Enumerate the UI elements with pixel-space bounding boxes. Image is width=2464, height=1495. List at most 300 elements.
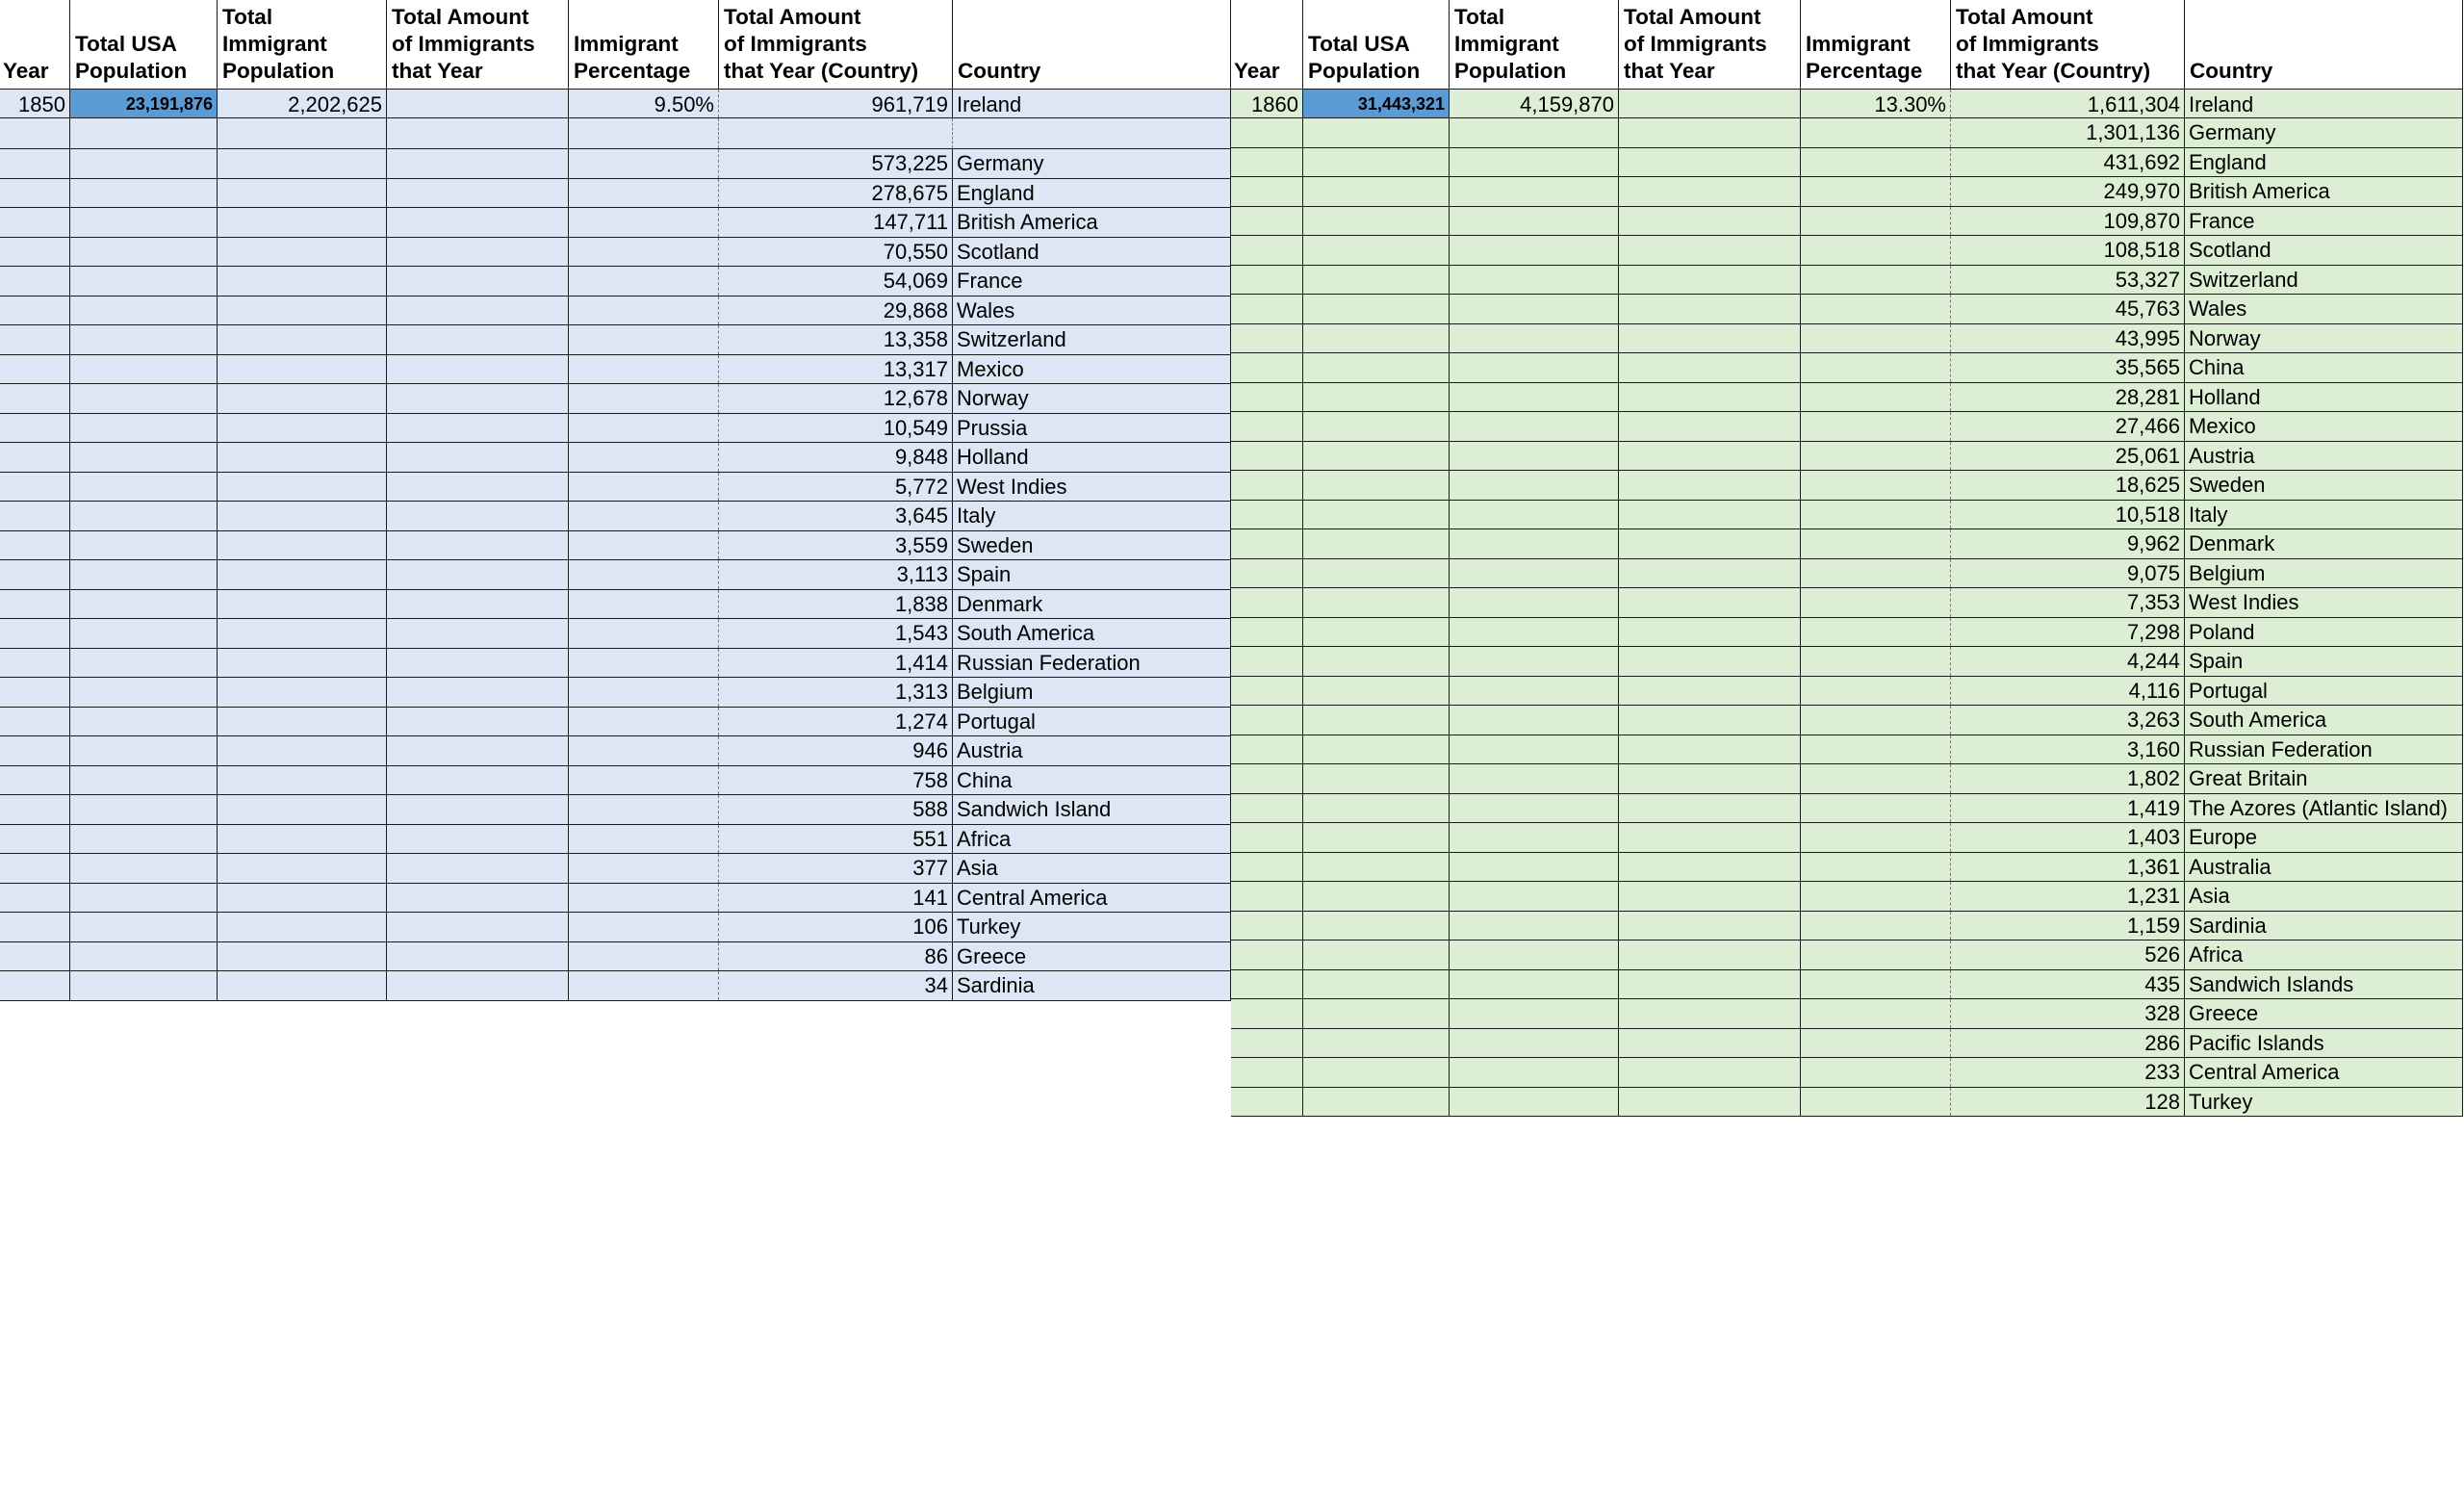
sheet-cell[interactable] [1801,970,1951,999]
sheet-cell[interactable] [1231,207,1303,236]
sheet-cell[interactable] [1231,677,1303,706]
sheet-cell[interactable] [387,325,569,354]
sheet-cell[interactable] [569,443,719,472]
sheet-cell[interactable] [387,208,569,237]
sheet-cell[interactable]: The Azores (Atlantic Island) [2185,794,2463,823]
sheet-cell[interactable] [0,384,70,413]
sheet-cell[interactable] [1231,706,1303,735]
sheet-cell[interactable] [569,355,719,384]
sheet-cell[interactable]: 108,518 [1951,236,2185,265]
sheet-cell[interactable] [387,854,569,883]
sheet-cell[interactable]: 1,231 [1951,882,2185,911]
column-header[interactable]: Total Amount of Immigrants that Year (Country) [1951,0,2185,89]
sheet-cell[interactable] [1619,823,1801,852]
sheet-cell[interactable]: 278,675 [719,179,953,208]
sheet-cell[interactable] [218,149,387,178]
sheet-cell[interactable] [1231,853,1303,882]
sheet-cell[interactable] [1303,383,1450,412]
sheet-cell[interactable]: Central America [2185,1058,2463,1087]
sheet-cell[interactable]: 588 [719,795,953,824]
sheet-cell[interactable]: 946 [719,736,953,765]
sheet-cell[interactable]: 106 [719,913,953,941]
sheet-cell[interactable]: Spain [2185,647,2463,676]
sheet-cell[interactable] [1801,677,1951,706]
sheet-cell[interactable]: 10,549 [719,414,953,443]
sheet-cell[interactable] [218,325,387,354]
sheet-cell[interactable] [1450,853,1619,882]
sheet-cell[interactable] [1303,618,1450,647]
sheet-cell[interactable] [1450,970,1619,999]
sheet-cell[interactable] [569,942,719,971]
column-header[interactable]: Total USA Population [70,0,218,89]
sheet-cell[interactable]: Central America [953,884,1231,913]
sheet-cell[interactable] [569,736,719,765]
sheet-cell[interactable] [1303,677,1450,706]
sheet-cell[interactable]: Prussia [953,414,1231,443]
sheet-cell[interactable] [1619,471,1801,500]
sheet-cell[interactable]: 5,772 [719,473,953,502]
column-header[interactable]: Total Amount of Immigrants that Year [1619,0,1801,89]
sheet-cell[interactable] [0,971,70,1000]
sheet-cell[interactable] [1619,412,1801,441]
sheet-cell[interactable] [1619,677,1801,706]
sheet-cell[interactable]: 54,069 [719,267,953,296]
column-header[interactable]: Total Amount of Immigrants that Year [387,0,569,89]
sheet-cell[interactable]: 526 [1951,941,2185,969]
sheet-cell[interactable] [387,531,569,560]
sheet-cell[interactable] [1231,501,1303,529]
sheet-cell[interactable] [569,296,719,325]
sheet-cell[interactable] [1231,941,1303,969]
sheet-cell[interactable] [1450,764,1619,793]
sheet-cell[interactable] [569,414,719,443]
selected-cell[interactable]: 31,443,321 [1303,90,1450,117]
sheet-cell[interactable] [1303,177,1450,206]
sheet-cell[interactable] [387,971,569,1000]
sheet-cell[interactable] [719,118,953,148]
sheet-cell[interactable]: 43,995 [1951,324,2185,353]
sheet-cell[interactable]: Belgium [953,678,1231,707]
sheet-cell[interactable] [0,179,70,208]
sheet-cell[interactable] [1619,148,1801,177]
sheet-cell[interactable]: Belgium [2185,559,2463,588]
sheet-cell[interactable] [0,267,70,296]
sheet-cell[interactable]: British America [953,208,1231,237]
sheet-cell[interactable] [218,619,387,648]
sheet-cell[interactable] [1450,999,1619,1028]
column-header[interactable]: Year [0,0,70,89]
sheet-cell[interactable] [218,238,387,267]
sheet-cell[interactable] [0,414,70,443]
sheet-cell[interactable] [1450,588,1619,617]
sheet-cell[interactable] [1619,353,1801,382]
sheet-cell[interactable] [218,296,387,325]
sheet-cell[interactable] [1231,295,1303,323]
sheet-cell[interactable]: Switzerland [953,325,1231,354]
sheet-cell[interactable]: Portugal [2185,677,2463,706]
sheet-cell[interactable] [1619,764,1801,793]
sheet-cell[interactable]: 1,361 [1951,853,2185,882]
sheet-cell[interactable] [953,118,1231,148]
sheet-cell[interactable]: 4,244 [1951,647,2185,676]
sheet-cell[interactable]: Greece [953,942,1231,971]
sheet-cell[interactable]: Austria [2185,442,2463,471]
sheet-cell[interactable]: Denmark [2185,529,2463,558]
sheet-cell[interactable]: 3,160 [1951,735,2185,764]
sheet-cell[interactable] [218,355,387,384]
sheet-cell[interactable] [218,531,387,560]
sheet-cell[interactable]: England [2185,148,2463,177]
sheet-cell[interactable]: 28,281 [1951,383,2185,412]
sheet-cell[interactable] [218,502,387,530]
sheet-cell[interactable] [1231,647,1303,676]
sheet-cell[interactable] [218,590,387,619]
sheet-cell[interactable]: 1,403 [1951,823,2185,852]
sheet-cell[interactable]: 86 [719,942,953,971]
column-header[interactable]: Year [1231,0,1303,89]
sheet-cell[interactable] [1303,442,1450,471]
sheet-cell[interactable] [70,118,218,148]
sheet-cell[interactable] [1801,236,1951,265]
sheet-cell[interactable] [1450,471,1619,500]
sheet-cell[interactable]: Africa [953,825,1231,854]
sheet-cell[interactable] [387,649,569,678]
sheet-cell[interactable] [569,473,719,502]
sheet-cell[interactable] [1450,118,1619,147]
sheet-cell[interactable] [0,560,70,589]
sheet-cell[interactable]: Italy [953,502,1231,530]
sheet-cell[interactable] [0,678,70,707]
sheet-cell[interactable] [569,502,719,530]
sheet-cell[interactable] [1231,794,1303,823]
sheet-cell[interactable]: 431,692 [1951,148,2185,177]
sheet-cell[interactable] [1619,588,1801,617]
sheet-cell[interactable] [1303,501,1450,529]
sheet-cell[interactable] [1619,706,1801,735]
sheet-cell[interactable] [0,913,70,941]
sheet-cell[interactable]: 45,763 [1951,295,2185,323]
sheet-cell[interactable]: China [953,766,1231,795]
sheet-cell[interactable] [1619,1058,1801,1087]
sheet-cell[interactable] [218,384,387,413]
sheet-cell[interactable] [1801,324,1951,353]
sheet-cell[interactable]: 12,678 [719,384,953,413]
sheet-cell[interactable]: Ireland [2185,90,2463,117]
column-header[interactable]: Country [953,0,1231,89]
sheet-cell[interactable] [569,795,719,824]
sheet-cell[interactable]: 1,159 [1951,912,2185,941]
sheet-cell[interactable] [387,913,569,941]
sheet-cell[interactable] [218,179,387,208]
sheet-cell[interactable] [218,118,387,148]
sheet-cell[interactable] [1801,559,1951,588]
sheet-cell[interactable] [0,942,70,971]
sheet-cell[interactable]: Sardinia [2185,912,2463,941]
sheet-cell[interactable] [387,267,569,296]
sheet-cell[interactable] [1303,412,1450,441]
sheet-cell[interactable] [1619,90,1801,117]
sheet-cell[interactable] [1231,353,1303,382]
sheet-cell[interactable]: Portugal [953,708,1231,736]
column-header[interactable]: Total Amount of Immigrants that Year (Country) [719,0,953,89]
sheet-cell[interactable] [1303,706,1450,735]
sheet-cell[interactable] [0,590,70,619]
sheet-cell[interactable] [1303,1058,1450,1087]
sheet-cell[interactable]: 249,970 [1951,177,2185,206]
sheet-cell[interactable] [1801,882,1951,911]
sheet-cell[interactable] [218,267,387,296]
sheet-cell[interactable] [70,854,218,883]
sheet-cell[interactable] [569,913,719,941]
column-header[interactable]: Total Immigrant Population [1450,0,1619,89]
sheet-cell[interactable]: 1860 [1231,90,1303,117]
sheet-cell[interactable] [1619,383,1801,412]
sheet-cell[interactable] [1450,1058,1619,1087]
sheet-cell[interactable] [387,884,569,913]
sheet-cell[interactable] [1801,529,1951,558]
sheet-cell[interactable] [387,825,569,854]
sheet-cell[interactable]: Pacific Islands [2185,1029,2463,1058]
sheet-cell[interactable] [1450,442,1619,471]
sheet-cell[interactable]: 4,159,870 [1450,90,1619,117]
sheet-cell[interactable] [1801,266,1951,295]
sheet-cell[interactable] [1303,559,1450,588]
sheet-cell[interactable] [1619,236,1801,265]
sheet-cell[interactable]: Wales [953,296,1231,325]
sheet-cell[interactable] [1450,677,1619,706]
sheet-cell[interactable]: Sweden [953,531,1231,560]
sheet-cell[interactable] [1303,207,1450,236]
sheet-cell[interactable] [0,325,70,354]
sheet-cell[interactable] [569,384,719,413]
sheet-cell[interactable] [1801,412,1951,441]
sheet-cell[interactable] [218,854,387,883]
selected-cell[interactable]: 23,191,876 [70,90,218,117]
sheet-cell[interactable] [1231,970,1303,999]
sheet-cell[interactable]: 1,802 [1951,764,2185,793]
sheet-cell[interactable] [387,502,569,530]
sheet-cell[interactable]: 1,301,136 [1951,118,2185,147]
sheet-cell[interactable] [218,795,387,824]
sheet-cell[interactable]: Sandwich Island [953,795,1231,824]
sheet-cell[interactable] [1619,266,1801,295]
sheet-cell[interactable] [70,649,218,678]
sheet-cell[interactable] [1303,236,1450,265]
sheet-cell[interactable] [1231,588,1303,617]
sheet-cell[interactable] [1619,118,1801,147]
sheet-cell[interactable] [70,443,218,472]
sheet-cell[interactable] [218,942,387,971]
sheet-cell[interactable]: British America [2185,177,2463,206]
sheet-cell[interactable]: Holland [953,443,1231,472]
sheet-cell[interactable] [569,560,719,589]
sheet-cell[interactable]: Turkey [2185,1088,2463,1117]
sheet-cell[interactable]: 10,518 [1951,501,2185,529]
sheet-cell[interactable] [1450,529,1619,558]
column-header[interactable]: Total Immigrant Population [218,0,387,89]
sheet-cell[interactable] [1450,412,1619,441]
sheet-cell[interactable]: Scotland [2185,236,2463,265]
sheet-cell[interactable] [1619,882,1801,911]
sheet-cell[interactable] [70,414,218,443]
sheet-cell[interactable] [0,795,70,824]
sheet-cell[interactable] [1619,853,1801,882]
sheet-cell[interactable] [70,179,218,208]
sheet-cell[interactable]: 377 [719,854,953,883]
sheet-cell[interactable] [1303,295,1450,323]
sheet-cell[interactable] [70,502,218,530]
sheet-cell[interactable]: 286 [1951,1029,2185,1058]
sheet-cell[interactable]: Austria [953,736,1231,765]
sheet-cell[interactable] [70,384,218,413]
sheet-cell[interactable] [569,619,719,648]
sheet-cell[interactable]: Germany [953,149,1231,178]
sheet-cell[interactable] [569,267,719,296]
sheet-cell[interactable] [387,942,569,971]
sheet-cell[interactable] [1450,383,1619,412]
sheet-cell[interactable] [1619,177,1801,206]
sheet-cell[interactable] [569,766,719,795]
sheet-cell[interactable] [1619,912,1801,941]
sheet-cell[interactable]: 128 [1951,1088,2185,1117]
sheet-cell[interactable] [569,179,719,208]
sheet-cell[interactable] [1450,706,1619,735]
sheet-cell[interactable]: South America [2185,706,2463,735]
sheet-cell[interactable] [1303,529,1450,558]
sheet-cell[interactable]: 1,414 [719,649,953,678]
sheet-cell[interactable] [218,414,387,443]
sheet-cell[interactable] [569,649,719,678]
sheet-cell[interactable]: 25,061 [1951,442,2185,471]
sheet-cell[interactable] [1303,823,1450,852]
sheet-cell[interactable] [0,118,70,148]
sheet-cell[interactable] [569,884,719,913]
sheet-cell[interactable]: 9,962 [1951,529,2185,558]
sheet-cell[interactable] [1303,941,1450,969]
sheet-cell[interactable] [387,560,569,589]
sheet-cell[interactable]: 9.50% [569,90,719,117]
sheet-cell[interactable] [1303,266,1450,295]
sheet-cell[interactable] [1619,442,1801,471]
sheet-cell[interactable]: France [953,267,1231,296]
sheet-cell[interactable] [569,678,719,707]
sheet-cell[interactable] [0,238,70,267]
sheet-cell[interactable] [1801,735,1951,764]
sheet-cell[interactable]: 141 [719,884,953,913]
sheet-cell[interactable] [1801,764,1951,793]
sheet-cell[interactable] [1801,912,1951,941]
sheet-cell[interactable] [0,531,70,560]
sheet-cell[interactable] [1231,442,1303,471]
sheet-cell[interactable] [218,825,387,854]
sheet-cell[interactable]: 3,645 [719,502,953,530]
sheet-cell[interactable] [1231,764,1303,793]
sheet-cell[interactable] [70,296,218,325]
sheet-cell[interactable] [1619,529,1801,558]
sheet-cell[interactable] [1801,794,1951,823]
sheet-cell[interactable] [387,619,569,648]
sheet-cell[interactable] [0,149,70,178]
sheet-cell[interactable] [0,208,70,237]
sheet-cell[interactable]: 2,202,625 [218,90,387,117]
sheet-cell[interactable]: 34 [719,971,953,1000]
sheet-cell[interactable]: 233 [1951,1058,2185,1087]
sheet-cell[interactable] [70,590,218,619]
sheet-cell[interactable] [218,971,387,1000]
sheet-cell[interactable] [1450,735,1619,764]
sheet-cell[interactable] [1303,1088,1450,1117]
sheet-cell[interactable] [0,854,70,883]
sheet-cell[interactable] [70,325,218,354]
sheet-cell[interactable]: 3,263 [1951,706,2185,735]
sheet-cell[interactable]: 53,327 [1951,266,2185,295]
sheet-cell[interactable] [387,443,569,472]
sheet-cell[interactable]: Italy [2185,501,2463,529]
sheet-cell[interactable] [1303,735,1450,764]
sheet-cell[interactable] [0,502,70,530]
sheet-cell[interactable] [569,149,719,178]
sheet-cell[interactable] [387,473,569,502]
sheet-cell[interactable] [1303,764,1450,793]
sheet-cell[interactable] [387,708,569,736]
sheet-cell[interactable] [1801,1058,1951,1087]
sheet-cell[interactable] [1231,912,1303,941]
sheet-cell[interactable] [1801,442,1951,471]
sheet-cell[interactable] [1303,794,1450,823]
sheet-cell[interactable] [1450,647,1619,676]
sheet-cell[interactable] [1303,882,1450,911]
sheet-cell[interactable] [1231,823,1303,852]
column-header[interactable]: Total USA Population [1303,0,1450,89]
sheet-cell[interactable]: 13,358 [719,325,953,354]
sheet-cell[interactable]: 3,113 [719,560,953,589]
sheet-cell[interactable] [218,884,387,913]
sheet-cell[interactable] [1619,324,1801,353]
sheet-cell[interactable] [1231,999,1303,1028]
sheet-cell[interactable]: Sandwich Islands [2185,970,2463,999]
sheet-cell[interactable] [0,443,70,472]
sheet-cell[interactable] [1303,118,1450,147]
sheet-cell[interactable] [1801,618,1951,647]
sheet-cell[interactable] [569,325,719,354]
sheet-cell[interactable] [569,825,719,854]
sheet-cell[interactable]: West Indies [2185,588,2463,617]
sheet-cell[interactable] [569,531,719,560]
sheet-cell[interactable] [1231,1029,1303,1058]
sheet-cell[interactable] [387,766,569,795]
sheet-cell[interactable] [70,619,218,648]
sheet-cell[interactable] [1231,1088,1303,1117]
sheet-cell[interactable]: 1,274 [719,708,953,736]
sheet-cell[interactable] [1619,559,1801,588]
sheet-cell[interactable] [0,619,70,648]
sheet-cell[interactable] [387,296,569,325]
sheet-cell[interactable] [1801,177,1951,206]
sheet-cell[interactable] [218,766,387,795]
sheet-cell[interactable] [1619,735,1801,764]
sheet-cell[interactable] [70,149,218,178]
sheet-cell[interactable]: 7,298 [1951,618,2185,647]
sheet-cell[interactable]: Great Britain [2185,764,2463,793]
sheet-cell[interactable] [70,971,218,1000]
sheet-cell[interactable]: 29,868 [719,296,953,325]
sheet-cell[interactable]: 18,625 [1951,471,2185,500]
sheet-cell[interactable] [1303,970,1450,999]
sheet-cell[interactable]: Holland [2185,383,2463,412]
sheet-cell[interactable] [1231,236,1303,265]
sheet-cell[interactable] [1619,207,1801,236]
sheet-cell[interactable]: 13,317 [719,355,953,384]
